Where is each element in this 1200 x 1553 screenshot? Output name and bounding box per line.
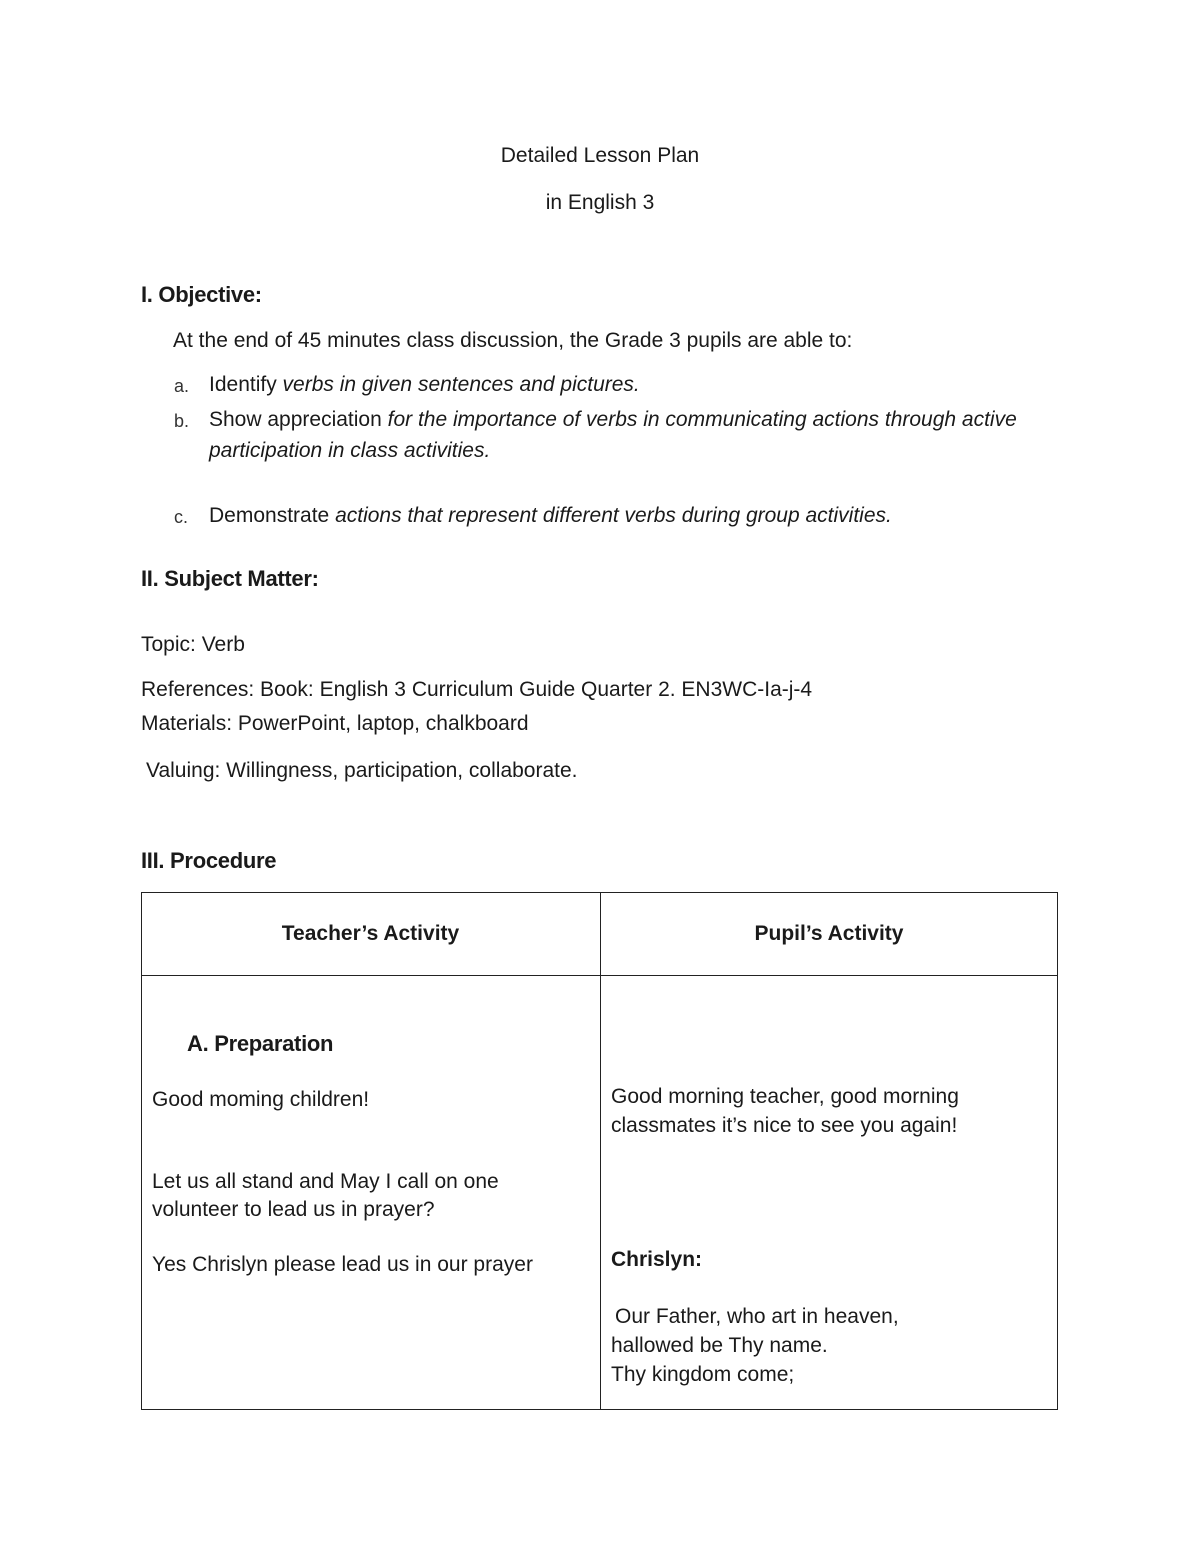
references-line: References: Book: English 3 Curriculum Guide Quarter 2. EN3WC-Ia-j-4 [141,678,813,701]
subject-matter-heading: II. Subject Matter: [141,566,319,591]
objective-heading: I. Objective: [141,282,262,307]
list-marker: a. [174,376,190,396]
pupil-line: Our Father, who art in heaven, [615,1305,899,1328]
objective-intro: At the end of 45 minutes class discussion, the Grade 3 pupils are able to: [173,329,853,352]
objective-item-continuation: participation in class activities. [209,439,491,462]
objective-item-text [209,373,640,397]
list-marker: c. [174,507,189,527]
objective-item-rest: for the importance of verbs in communicating actions through active [387,408,1017,431]
objective-item-text [209,504,892,528]
objective-item-rest: actions that represent different verbs during group activities. [335,504,892,527]
table-header-pupil: Pupil’s Activity [754,922,904,945]
teacher-line: volunteer to lead us in prayer? [152,1198,435,1221]
objective-item-lead: Identify [209,373,283,396]
list-marker: b. [174,411,190,431]
table-header-teacher: Teacher’s Activity [281,922,460,945]
objective-item-rest: verbs in given sentences and pictures. [282,373,640,396]
teacher-line: Yes Chrislyn please lead us in our prayer [152,1253,533,1276]
teacher-line: Good moming children! [152,1088,370,1111]
teacher-line: Let us all stand and May I call on one [152,1170,499,1193]
objective-item-text [209,408,1017,432]
materials-line: Materials: PowerPoint, laptop, chalkboard [141,712,529,735]
valuing-line: Valuing: Willingness, participation, collaborate. [146,759,578,782]
pupil-line: hallowed be Thy name. [611,1334,828,1357]
pupil-line: classmates it’s nice to see you again! [611,1114,958,1137]
objective-item-lead: Show appreciation [209,408,388,431]
document-title: Detailed Lesson Plan [500,144,700,167]
section-preparation: A. Preparation [187,1031,334,1056]
table-column-divider [600,892,601,1410]
table-header-divider [141,975,1058,976]
pupil-speaker-name: Chrislyn: [611,1248,703,1271]
objective-item-lead: Demonstrate [209,504,336,527]
procedure-heading: III. Procedure [141,848,277,873]
pupil-line: Thy kingdom come; [611,1363,795,1386]
pupil-line: Good morning teacher, good morning [611,1085,959,1108]
topic-line: Topic: Verb [141,633,245,656]
document-subtitle: in English 3 [545,191,655,214]
